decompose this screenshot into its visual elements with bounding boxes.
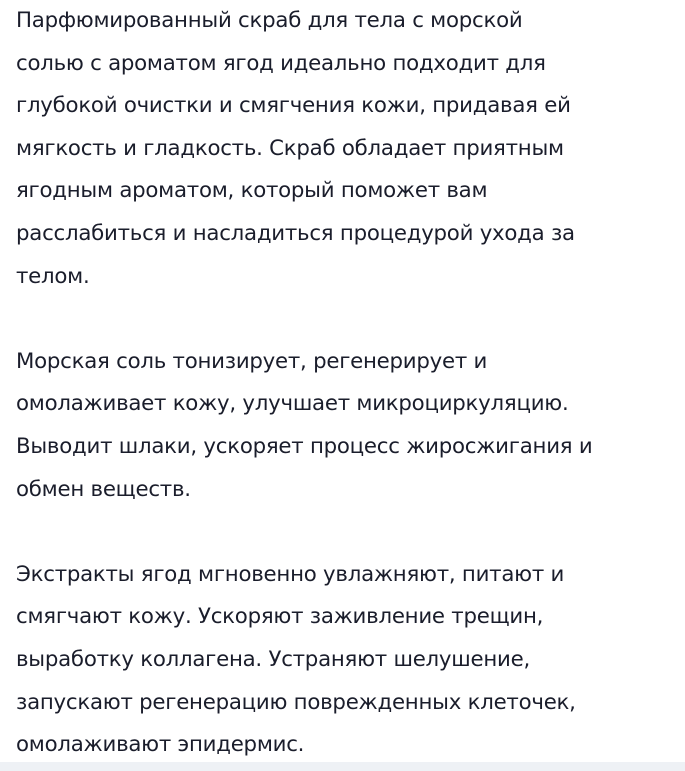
bottom-divider-strip <box>0 762 685 771</box>
description-paragraph-3: Экстракты ягод мгновенно увлажняют, питают и смягчают кожу. Ускоряют заживление трещин, выработку коллагена. Устраняют шелушение, запускают регенерацию поврежденных клеточек, омолаживают эпидермис. <box>16 561 576 758</box>
description-paragraph-1: Парфюмированный скраб для тела с морской солью с ароматом ягод идеально подходит для глубокой очистки и смягчения кожи, придавая ей мягкость и гладкость. Скраб обладает приятным ягодным ароматом, который поможет вам расслабиться и насладиться процедурой ухода за телом. <box>16 8 575 289</box>
product-description <box>16 0 684 767</box>
description-paragraph-2: Морская соль тонизирует, регенерирует и омолаживает кожу, улучшает микроциркуляцию. Выводит шлаки, ускоряет процесс жиросжигания и обмен веществ. <box>16 348 593 502</box>
